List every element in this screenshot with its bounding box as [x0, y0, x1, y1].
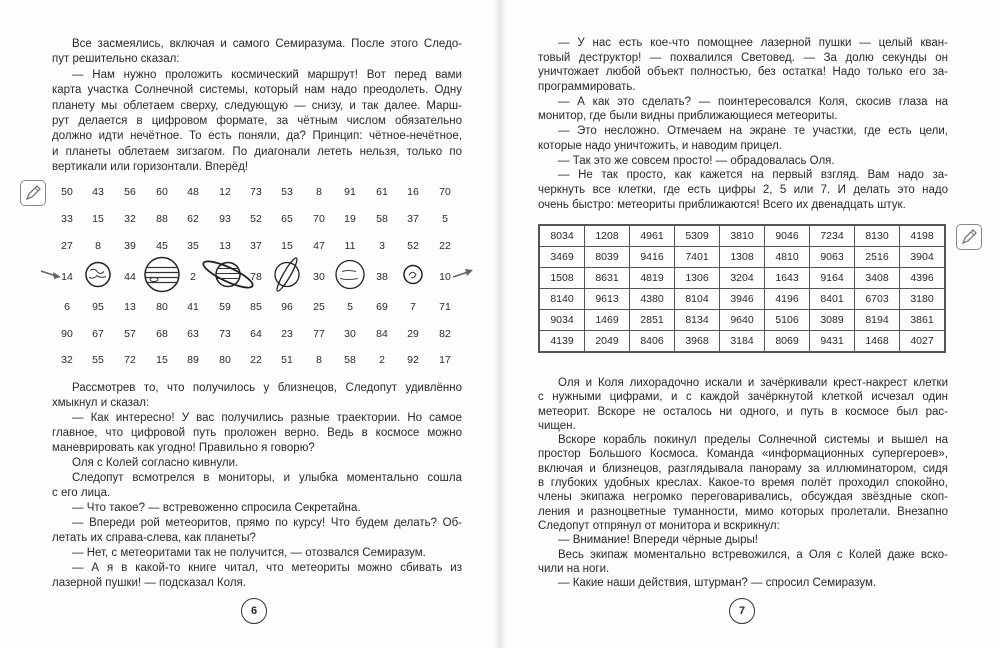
pencil-icon — [20, 180, 46, 206]
grid-number: 89 — [187, 354, 199, 366]
text-line: Следопут всмотрелся в мониторы, и улыбка моментально сошла — [72, 472, 462, 484]
table-cell: 1508 — [539, 268, 585, 289]
table-cell: 9640 — [720, 310, 765, 331]
table-cell: 5309 — [675, 225, 720, 247]
grid-number: 62 — [187, 213, 199, 225]
grid-number: 35 — [187, 240, 199, 252]
grid-number: 91 — [344, 186, 356, 198]
table-cell: 4196 — [765, 289, 810, 310]
left-intro-text — [52, 37, 462, 174]
grid-number: 2 — [379, 354, 385, 366]
grid-number: 84 — [376, 328, 388, 340]
text-line: — У нас есть кое-что помощнее лазерной пушки — целый кван- — [558, 37, 948, 49]
text-line: рут делается в цифровом формате, за чётным числом обязательно — [52, 114, 462, 127]
mercury-icon — [84, 261, 112, 294]
text-line: ления и разноцветные туманности, мимо которых пролетали. Внезапно — [538, 505, 948, 518]
table-cell: 1308 — [720, 247, 765, 268]
text-line: пут решительно сказал: — [52, 53, 180, 66]
table-cell: 3946 — [720, 289, 765, 310]
text-line: которые надо уничтожить, и наводим прицел. — [538, 139, 782, 152]
grid-number: 2 — [190, 271, 196, 283]
table-cell: 4380 — [630, 289, 675, 310]
grid-number: 67 — [92, 328, 104, 340]
text-line: — Не так просто, как кажется на первый взгляд. Вам надо за- — [558, 169, 948, 182]
grid-number: 96 — [281, 301, 293, 313]
grid-number: 5 — [442, 213, 448, 225]
text-line: главное, что цифровой путь проложен верно. Ведь в космосе можно — [52, 427, 462, 439]
text-line: программировать. — [538, 81, 636, 94]
grid-number: 58 — [376, 213, 388, 225]
table-cell: 1469 — [585, 310, 630, 331]
text-line: метеорит. Вскоре не осталось ни одного, и путь в космосе был рас- — [538, 405, 948, 418]
text-line: — Впереди рой метеоритов, прямо по курсу! Что будем делать? Об- — [72, 517, 462, 529]
grid-number: 15 — [156, 354, 168, 366]
text-line: чили на ноги. — [538, 562, 610, 575]
meteor-table — [538, 224, 946, 353]
pluto-icon — [402, 264, 424, 291]
table-cell: 1643 — [765, 268, 810, 289]
table-cell: 4810 — [765, 247, 810, 268]
text-line: — Так это же совсем просто! — обрадовалась Оля. — [558, 154, 835, 167]
grid-number: 57 — [124, 328, 136, 340]
table-cell: 3904 — [900, 247, 946, 268]
table-cell: 8034 — [539, 225, 585, 247]
table-cell: 8069 — [765, 331, 810, 353]
grid-number: 69 — [376, 301, 388, 313]
text-line: Следопут отпрянул от монитора и вскрикнул: — [538, 519, 780, 532]
text-line: лазерной пушки! — подсказал Коля. — [52, 577, 246, 589]
grid-number: 10 — [439, 271, 451, 283]
grid-number: 88 — [156, 213, 168, 225]
table-cell: 3408 — [855, 268, 900, 289]
table-cell: 2851 — [630, 310, 675, 331]
text-line: — А я в какой-то книге читал, что метеориты можно сбивать из — [72, 562, 462, 574]
grid-number: 73 — [250, 186, 262, 198]
text-line: карта участка Солнечной системы, который нам надо преодолеть. Одну — [52, 84, 462, 97]
grid-number: 73 — [219, 328, 231, 340]
table-row — [539, 331, 945, 353]
table-cell: 7401 — [675, 247, 720, 268]
grid-number: 25 — [313, 301, 325, 313]
grid-number: 72 — [124, 354, 136, 366]
text-line: уничтожает любой объект полностью, без остатка! Надо только его за- — [538, 66, 948, 79]
text-line: хмыкнул и сказал: — [52, 397, 150, 409]
grid-number: 37 — [407, 213, 419, 225]
grid-number: 3 — [379, 240, 385, 252]
table-cell: 5106 — [765, 310, 810, 331]
text-line: планету мы облетаем сверху, следующую — снизу, и так далее. Марш- — [52, 99, 462, 112]
table-row — [539, 225, 945, 247]
grid-number: 70 — [439, 186, 451, 198]
grid-number: 44 — [124, 271, 136, 283]
grid-number: 80 — [219, 354, 231, 366]
table-cell: 9063 — [810, 247, 855, 268]
left-story-text — [52, 381, 462, 589]
page-number: 6 — [241, 598, 267, 624]
grid-number: 59 — [219, 301, 231, 313]
grid-number: 48 — [187, 186, 199, 198]
text-line: Оля с Колей согласно кивнули. — [72, 457, 239, 469]
right-story-text — [538, 376, 948, 590]
saturn-icon — [200, 255, 256, 300]
text-line: товый деструктор! — похвалился Световед. — За долю секунды он — [538, 51, 948, 64]
text-line: чищен. — [538, 419, 576, 432]
grid-number: 6 — [64, 301, 70, 313]
grid-number: 58 — [344, 354, 356, 366]
grid-number: 13 — [219, 240, 231, 252]
table-cell: 8130 — [855, 225, 900, 247]
grid-number: 37 — [250, 240, 262, 252]
table-cell: 8039 — [585, 247, 630, 268]
page-number: 7 — [729, 598, 755, 624]
table-cell: 9613 — [585, 289, 630, 310]
grid-number: 14 — [61, 271, 73, 283]
grid-number: 93 — [219, 213, 231, 225]
grid-number: 71 — [439, 301, 451, 313]
grid-number: 70 — [313, 213, 325, 225]
grid-number: 82 — [439, 328, 451, 340]
grid-number: 63 — [187, 328, 199, 340]
grid-number: 5 — [347, 301, 353, 313]
table-cell: 3469 — [539, 247, 585, 268]
text-line: Рассмотрев то, что получилось у близнецов, Следопут удивлённо — [72, 382, 462, 394]
table-cell: 9416 — [630, 247, 675, 268]
grid-number: 51 — [281, 354, 293, 366]
text-line: черкнуть все клетки, где есть цифры 2, 5 или 7. И делать это надо — [538, 183, 948, 196]
grid-number: 32 — [61, 354, 73, 366]
grid-number: 27 — [61, 240, 73, 252]
grid-number: 55 — [92, 354, 104, 366]
table-cell: 3810 — [720, 225, 765, 247]
table-cell: 3089 — [810, 310, 855, 331]
jupiter-icon — [143, 256, 181, 299]
book-gutter — [494, 0, 506, 648]
table-cell: 2516 — [855, 247, 900, 268]
table-cell: 2049 — [585, 331, 630, 353]
table-cell: 3180 — [900, 289, 946, 310]
grid-number: 39 — [124, 240, 136, 252]
text-line: Весь экипаж моментально встревожился, а Оля с Колей даже вско- — [558, 548, 948, 561]
table-cell: 4027 — [900, 331, 946, 353]
grid-number: 65 — [281, 213, 293, 225]
uranus-icon — [271, 255, 303, 300]
right-intro-text — [538, 36, 948, 211]
text-line: — Нам нужно проложить космический маршрут! Вот перед вами — [72, 68, 462, 81]
grid-number: 7 — [410, 301, 416, 313]
table-cell: 9034 — [539, 310, 585, 331]
table-row — [539, 247, 945, 268]
table-cell: 1468 — [855, 331, 900, 353]
grid-number: 12 — [219, 186, 231, 198]
grid-number: 29 — [407, 328, 419, 340]
neptune-icon — [334, 259, 366, 296]
text-line: — А как это сделать? — поинтересовался Коля, скосив глаза на — [558, 95, 948, 108]
text-line: с его лица. — [52, 487, 111, 499]
table-cell: 3184 — [720, 331, 765, 353]
pencil-icon — [956, 224, 982, 250]
grid-number: 15 — [281, 240, 293, 252]
grid-number: 17 — [439, 354, 451, 366]
grid-number: 15 — [92, 213, 104, 225]
grid-number: 78 — [250, 271, 262, 283]
text-line: — Какие наши действия, штурман? — спросил Семиразум. — [558, 577, 877, 590]
text-line: — Внимание! Впереди чёрные дыры! — [558, 534, 758, 547]
grid-number: 11 — [344, 240, 356, 252]
grid-number: 30 — [313, 271, 325, 283]
grid-number: 50 — [61, 186, 73, 198]
grid-number: 92 — [407, 354, 419, 366]
grid-number: 61 — [376, 186, 388, 198]
table-cell: 4396 — [900, 268, 946, 289]
text-line: и планеты облетаем зигзагом. По диагонали лететь нельзя, только по — [52, 145, 462, 158]
table-cell: 8140 — [539, 289, 585, 310]
text-line: Оля и Коля лихорадочно искали и зачёркивали крест-накрест клетки — [558, 377, 948, 389]
grid-number: 56 — [124, 186, 136, 198]
grid-number: 95 — [92, 301, 104, 313]
grid-number: 60 — [156, 186, 168, 198]
text-line: Все засмеялись, включая и самого Семиразума. После этого Следо- — [72, 38, 462, 50]
grid-number: 43 — [92, 186, 104, 198]
text-line: вертикали или горизонтали. Вперёд! — [52, 161, 249, 174]
grid-number: 38 — [376, 271, 388, 283]
grid-number: 52 — [407, 240, 419, 252]
grid-number: 19 — [344, 213, 356, 225]
table-cell: 4198 — [900, 225, 946, 247]
grid-number: 77 — [313, 328, 325, 340]
grid-number: 90 — [61, 328, 73, 340]
grid-number: 64 — [250, 328, 262, 340]
table-cell: 4961 — [630, 225, 675, 247]
table-cell: 3861 — [900, 310, 946, 331]
table-row — [539, 268, 945, 289]
grid-number: 23 — [281, 328, 293, 340]
table-cell: 7234 — [810, 225, 855, 247]
text-line: простор Большого Космоса. Команда «информационных супергероев», — [538, 448, 948, 461]
text-line: — Нет, с метеоритами так не получится, — отозвался Семиразум. — [72, 547, 426, 559]
grid-number: 13 — [124, 301, 136, 313]
table-cell: 8194 — [855, 310, 900, 331]
grid-number: 80 — [156, 301, 168, 313]
table-cell: 9046 — [765, 225, 810, 247]
table-cell: 8104 — [675, 289, 720, 310]
table-cell: 3204 — [720, 268, 765, 289]
grid-number: 53 — [281, 186, 293, 198]
grid-number: 22 — [250, 354, 262, 366]
table-cell: 3968 — [675, 331, 720, 353]
text-line: монитор, где были видны приближающиеся метеориты. — [538, 110, 838, 123]
text-line: с нужными цифрами, и с каждой зачёркнутой клеткой исчезал один — [538, 391, 948, 404]
grid-number: 8 — [95, 240, 101, 252]
table-cell: 9431 — [810, 331, 855, 353]
start-arrow-icon — [40, 269, 62, 281]
text-line: члены экипажа негромко переговаривались, обсуждая звёздные скоп- — [538, 491, 948, 504]
text-line: Вскоре корабль покинул пределы Солнечной системы и вышел на — [558, 434, 948, 447]
text-line: летать их справа-слева, как планеты? — [52, 532, 256, 544]
table-cell: 8631 — [585, 268, 630, 289]
grid-number: 22 — [439, 240, 451, 252]
table-cell: 8134 — [675, 310, 720, 331]
table-cell: 6703 — [855, 289, 900, 310]
text-line: маневрировать как угодно! Правильно я говорю? — [52, 442, 315, 454]
grid-number: 85 — [250, 301, 262, 313]
table-cell: 9164 — [810, 268, 855, 289]
grid-number: 68 — [156, 328, 168, 340]
table-cell: 1306 — [675, 268, 720, 289]
finish-arrow-icon — [452, 268, 474, 280]
grid-number: 52 — [250, 213, 262, 225]
table-row — [539, 310, 945, 331]
grid-number: 30 — [344, 328, 356, 340]
text-line: — Что такое? — встревоженно спросила Секретайна. — [72, 502, 361, 514]
table-cell: 4139 — [539, 331, 585, 353]
grid-number: 41 — [187, 301, 199, 313]
table-cell: 8401 — [810, 289, 855, 310]
table-row — [539, 289, 945, 310]
grid-number: 47 — [313, 240, 325, 252]
grid-number: 8 — [316, 354, 322, 366]
text-line: — Это несложно. Отмечаем на экране те участки, где есть цели, — [558, 125, 948, 138]
table-cell: 4819 — [630, 268, 675, 289]
text-line: должно идти нечётное. То есть поняли, да? Принцип: чётное-нечётное, — [52, 130, 462, 143]
table-cell: 1208 — [585, 225, 630, 247]
text-line: — Как интересно! У вас получились разные траектории. Но самое — [72, 412, 462, 424]
grid-number: 16 — [407, 186, 419, 198]
grid-number: 8 — [316, 186, 322, 198]
table-cell: 8406 — [630, 331, 675, 353]
grid-number: 33 — [61, 213, 73, 225]
grid-number: 32 — [124, 213, 136, 225]
text-line: в глубоких удобных креслах. Какое-то время полёт проходил спокойно, — [538, 477, 948, 490]
grid-number: 45 — [156, 240, 168, 252]
text-line: включая и близнецов, разглядывала панораму за иллюминатором, сидя — [538, 462, 948, 475]
text-line: очень быстро: метеориты приближаются! Всего их двенадцать штук. — [538, 198, 906, 211]
